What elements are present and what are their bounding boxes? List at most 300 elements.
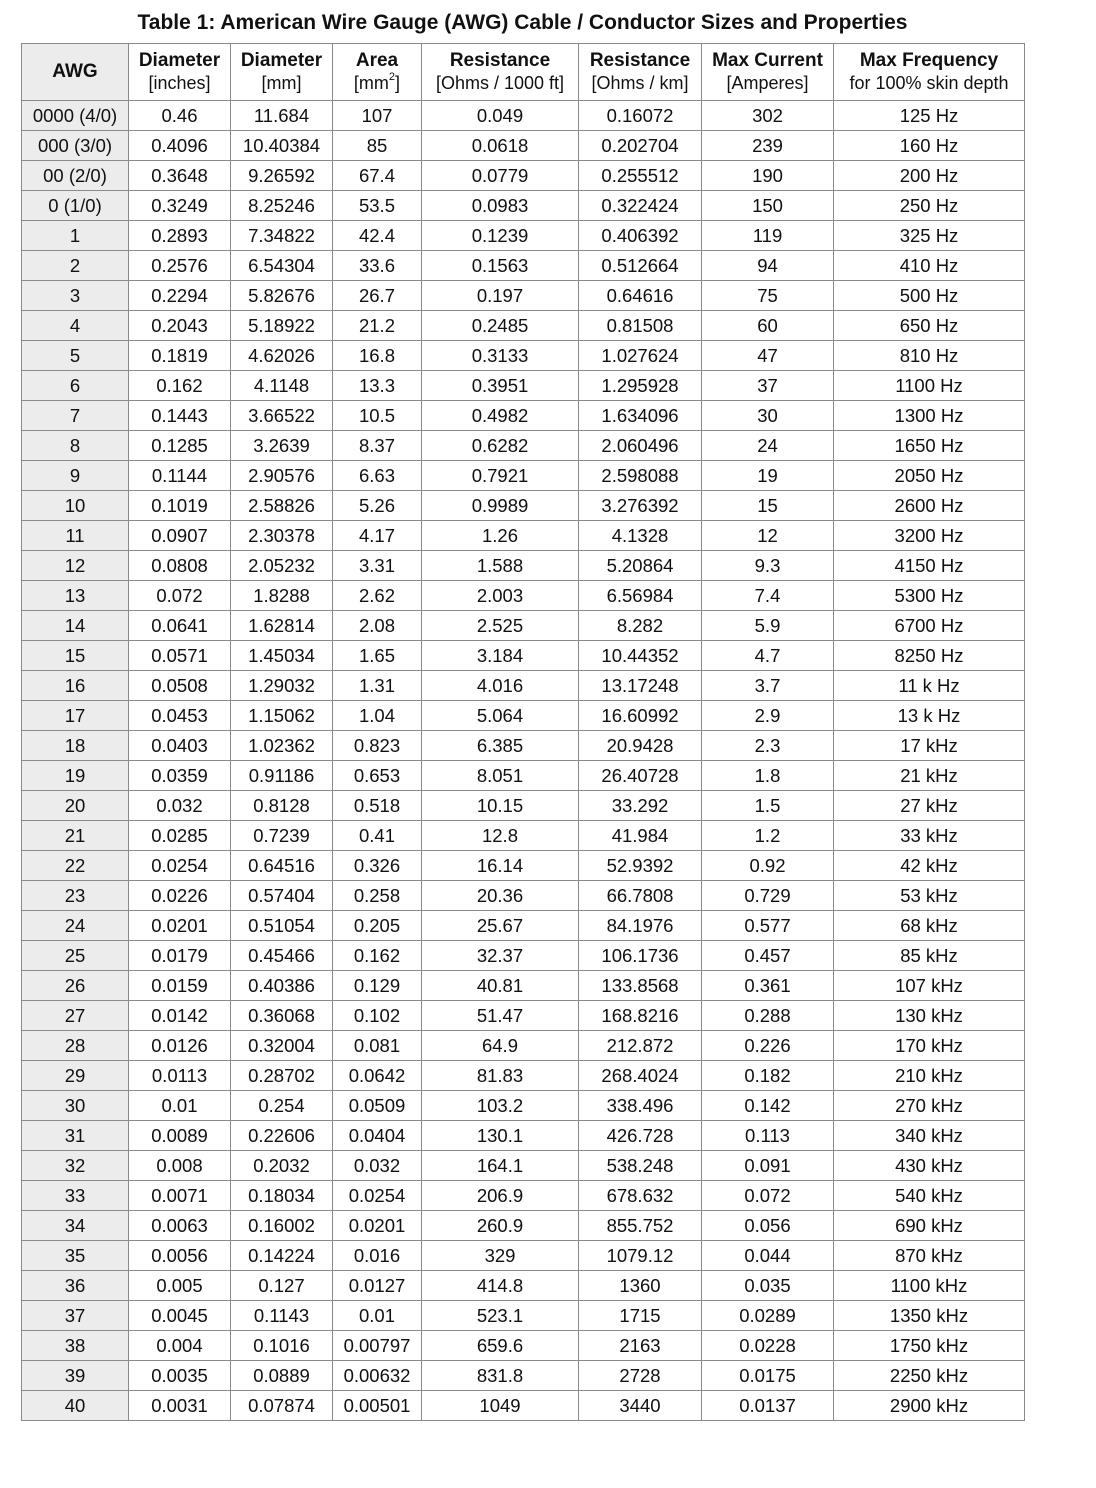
- table-row: [22, 1031, 1025, 1061]
- diameter-inches-cell: 0.0403: [129, 731, 231, 761]
- diameter-mm-cell: 2.05232: [231, 551, 333, 581]
- diameter-inches-cell: 0.0045: [129, 1301, 231, 1331]
- area-cell: 0.653: [333, 761, 422, 791]
- max-current-cell: 0.457: [702, 941, 834, 971]
- awg-cell: 28: [22, 1031, 129, 1061]
- max-current-cell: 0.0289: [702, 1301, 834, 1331]
- area-cell: 0.0201: [333, 1211, 422, 1241]
- max-frequency-cell: 8250 Hz: [834, 641, 1025, 671]
- resistance-km-cell: 13.17248: [579, 671, 702, 701]
- resistance-km-cell: 168.8216: [579, 1001, 702, 1031]
- table-row: [22, 1301, 1025, 1331]
- table-row: [22, 371, 1025, 401]
- resistance-ft-cell: 0.1239: [422, 221, 579, 251]
- diameter-inches-cell: 0.4096: [129, 131, 231, 161]
- max-current-cell: 94: [702, 251, 834, 281]
- table-row: [22, 221, 1025, 251]
- area-cell: 0.41: [333, 821, 422, 851]
- max-frequency-cell: 5300 Hz: [834, 581, 1025, 611]
- resistance-km-cell: 0.16072: [579, 101, 702, 131]
- diameter-inches-cell: 0.0641: [129, 611, 231, 641]
- diameter-mm-cell: 0.64516: [231, 851, 333, 881]
- awg-cell: 39: [22, 1361, 129, 1391]
- diameter-mm-cell: 7.34822: [231, 221, 333, 251]
- diameter-inches-cell: 0.2294: [129, 281, 231, 311]
- max-frequency-cell: 107 kHz: [834, 971, 1025, 1001]
- awg-cell: 4: [22, 311, 129, 341]
- resistance-ft-cell: 32.37: [422, 941, 579, 971]
- table-row: [22, 1331, 1025, 1361]
- resistance-ft-cell: 2.525: [422, 611, 579, 641]
- diameter-mm-cell: 2.58826: [231, 491, 333, 521]
- header-max-frequency: [834, 44, 1025, 101]
- table-row: [22, 1151, 1025, 1181]
- max-frequency-cell: 3200 Hz: [834, 521, 1025, 551]
- area-cell: 21.2: [333, 311, 422, 341]
- max-current-cell: 2.3: [702, 731, 834, 761]
- max-frequency-cell: 810 Hz: [834, 341, 1025, 371]
- area-cell: 0.326: [333, 851, 422, 881]
- area-cell: 42.4: [333, 221, 422, 251]
- table-row: [22, 971, 1025, 1001]
- diameter-inches-cell: 0.0142: [129, 1001, 231, 1031]
- max-current-cell: 15: [702, 491, 834, 521]
- diameter-mm-cell: 2.30378: [231, 521, 333, 551]
- diameter-mm-cell: 1.15062: [231, 701, 333, 731]
- table-row: [22, 341, 1025, 371]
- awg-cell: 29: [22, 1061, 129, 1091]
- diameter-inches-cell: 0.2576: [129, 251, 231, 281]
- diameter-mm-cell: 1.45034: [231, 641, 333, 671]
- max-current-cell: 0.577: [702, 911, 834, 941]
- diameter-mm-cell: 0.16002: [231, 1211, 333, 1241]
- area-cell: 5.26: [333, 491, 422, 521]
- max-frequency-cell: 340 kHz: [834, 1121, 1025, 1151]
- resistance-km-cell: 1.027624: [579, 341, 702, 371]
- diameter-inches-cell: 0.1019: [129, 491, 231, 521]
- table-row: [22, 431, 1025, 461]
- awg-cell: 6: [22, 371, 129, 401]
- awg-cell: 1: [22, 221, 129, 251]
- area-cell: 53.5: [333, 191, 422, 221]
- awg-cell: 33: [22, 1181, 129, 1211]
- resistance-ft-cell: 0.0983: [422, 191, 579, 221]
- area-cell: 0.205: [333, 911, 422, 941]
- table-row: [22, 1121, 1025, 1151]
- diameter-mm-cell: 0.51054: [231, 911, 333, 941]
- max-frequency-cell: 430 kHz: [834, 1151, 1025, 1181]
- resistance-ft-cell: 0.1563: [422, 251, 579, 281]
- table-row: [22, 791, 1025, 821]
- diameter-inches-cell: 0.0159: [129, 971, 231, 1001]
- awg-cell: 7: [22, 401, 129, 431]
- area-cell: 0.00501: [333, 1391, 422, 1421]
- diameter-inches-cell: 0.162: [129, 371, 231, 401]
- header-label: Diameter: [240, 50, 323, 71]
- max-current-cell: 0.113: [702, 1121, 834, 1151]
- resistance-ft-cell: 523.1: [422, 1301, 579, 1331]
- diameter-inches-cell: 0.3249: [129, 191, 231, 221]
- max-current-cell: 0.0137: [702, 1391, 834, 1421]
- awg-table: [21, 43, 1025, 1421]
- resistance-km-cell: 0.512664: [579, 251, 702, 281]
- max-frequency-cell: 270 kHz: [834, 1091, 1025, 1121]
- diameter-mm-cell: 1.29032: [231, 671, 333, 701]
- diameter-mm-cell: 6.54304: [231, 251, 333, 281]
- diameter-mm-cell: 0.1143: [231, 1301, 333, 1331]
- max-frequency-cell: 11 k Hz: [834, 671, 1025, 701]
- max-frequency-cell: 170 kHz: [834, 1031, 1025, 1061]
- max-frequency-cell: 650 Hz: [834, 311, 1025, 341]
- table-row: [22, 761, 1025, 791]
- awg-cell: 12: [22, 551, 129, 581]
- resistance-km-cell: 52.9392: [579, 851, 702, 881]
- diameter-mm-cell: 2.90576: [231, 461, 333, 491]
- header-awg-label: AWG: [52, 61, 98, 82]
- max-frequency-cell: 160 Hz: [834, 131, 1025, 161]
- resistance-ft-cell: 260.9: [422, 1211, 579, 1241]
- max-frequency-cell: 21 kHz: [834, 761, 1025, 791]
- awg-cell: 25: [22, 941, 129, 971]
- header-label: Max Frequency: [859, 50, 999, 71]
- table-row: [22, 731, 1025, 761]
- diameter-mm-cell: 1.02362: [231, 731, 333, 761]
- max-frequency-cell: 1350 kHz: [834, 1301, 1025, 1331]
- awg-cell: 20: [22, 791, 129, 821]
- area-cell: 1.04: [333, 701, 422, 731]
- max-current-cell: 0.0175: [702, 1361, 834, 1391]
- max-frequency-cell: 125 Hz: [834, 101, 1025, 131]
- area-cell: 0.0254: [333, 1181, 422, 1211]
- resistance-km-cell: 1.634096: [579, 401, 702, 431]
- diameter-mm-cell: 8.25246: [231, 191, 333, 221]
- resistance-km-cell: 538.248: [579, 1151, 702, 1181]
- area-cell: 4.17: [333, 521, 422, 551]
- resistance-ft-cell: 164.1: [422, 1151, 579, 1181]
- max-current-cell: 190: [702, 161, 834, 191]
- resistance-ft-cell: 20.36: [422, 881, 579, 911]
- max-current-cell: 0.044: [702, 1241, 834, 1271]
- table-row: [22, 941, 1025, 971]
- header-unit: [mm]: [261, 73, 302, 93]
- diameter-inches-cell: 0.0453: [129, 701, 231, 731]
- resistance-km-cell: 1.295928: [579, 371, 702, 401]
- diameter-inches-cell: 0.01: [129, 1091, 231, 1121]
- max-current-cell: 4.7: [702, 641, 834, 671]
- table-row: [22, 821, 1025, 851]
- max-current-cell: 0.072: [702, 1181, 834, 1211]
- table-row: [22, 1361, 1025, 1391]
- resistance-km-cell: 33.292: [579, 791, 702, 821]
- diameter-inches-cell: 0.0063: [129, 1211, 231, 1241]
- header-area: [333, 44, 422, 101]
- area-cell: 0.01: [333, 1301, 422, 1331]
- diameter-mm-cell: 3.66522: [231, 401, 333, 431]
- max-current-cell: 1.2: [702, 821, 834, 851]
- table-row: [22, 251, 1025, 281]
- resistance-ft-cell: 329: [422, 1241, 579, 1271]
- header-unit: [Ohms / km]: [591, 73, 689, 93]
- header-row: [22, 44, 1025, 101]
- awg-cell: 8: [22, 431, 129, 461]
- resistance-ft-cell: 10.15: [422, 791, 579, 821]
- diameter-mm-cell: 0.22606: [231, 1121, 333, 1151]
- diameter-mm-cell: 0.36068: [231, 1001, 333, 1031]
- resistance-km-cell: 0.255512: [579, 161, 702, 191]
- resistance-km-cell: 338.496: [579, 1091, 702, 1121]
- resistance-ft-cell: 0.049: [422, 101, 579, 131]
- awg-cell: 11: [22, 521, 129, 551]
- diameter-mm-cell: 0.1016: [231, 1331, 333, 1361]
- resistance-km-cell: 2163: [579, 1331, 702, 1361]
- awg-cell: 18: [22, 731, 129, 761]
- resistance-ft-cell: 6.385: [422, 731, 579, 761]
- resistance-ft-cell: 0.6282: [422, 431, 579, 461]
- awg-cell: 40: [22, 1391, 129, 1421]
- resistance-km-cell: 20.9428: [579, 731, 702, 761]
- diameter-mm-cell: 0.18034: [231, 1181, 333, 1211]
- max-frequency-cell: 1100 Hz: [834, 371, 1025, 401]
- awg-cell: 34: [22, 1211, 129, 1241]
- table-row: [22, 1181, 1025, 1211]
- max-current-cell: 302: [702, 101, 834, 131]
- area-cell: 26.7: [333, 281, 422, 311]
- max-current-cell: 2.9: [702, 701, 834, 731]
- awg-cell: 2: [22, 251, 129, 281]
- table-row: [22, 581, 1025, 611]
- header-unit: [333, 72, 421, 94]
- diameter-mm-cell: 5.82676: [231, 281, 333, 311]
- awg-cell: 16: [22, 671, 129, 701]
- diameter-mm-cell: 1.62814: [231, 611, 333, 641]
- awg-cell: 5: [22, 341, 129, 371]
- max-frequency-cell: 540 kHz: [834, 1181, 1025, 1211]
- table-row: [22, 881, 1025, 911]
- header-label: Resistance: [449, 50, 551, 71]
- resistance-km-cell: 3.276392: [579, 491, 702, 521]
- awg-cell: 24: [22, 911, 129, 941]
- resistance-ft-cell: 1.588: [422, 551, 579, 581]
- diameter-inches-cell: 0.1144: [129, 461, 231, 491]
- max-current-cell: 60: [702, 311, 834, 341]
- awg-cell: 000 (3/0): [22, 131, 129, 161]
- max-frequency-cell: 42 kHz: [834, 851, 1025, 881]
- area-cell: 0.016: [333, 1241, 422, 1271]
- diameter-mm-cell: 9.26592: [231, 161, 333, 191]
- diameter-inches-cell: 0.0254: [129, 851, 231, 881]
- area-cell: 0.162: [333, 941, 422, 971]
- max-current-cell: 7.4: [702, 581, 834, 611]
- diameter-inches-cell: 0.0056: [129, 1241, 231, 1271]
- awg-cell: 14: [22, 611, 129, 641]
- resistance-ft-cell: 1.26: [422, 521, 579, 551]
- resistance-ft-cell: 831.8: [422, 1361, 579, 1391]
- table-header: [22, 44, 1025, 101]
- header-diameter-mm: [231, 44, 333, 101]
- area-cell: 1.31: [333, 671, 422, 701]
- area-cell: 0.0127: [333, 1271, 422, 1301]
- resistance-km-cell: 41.984: [579, 821, 702, 851]
- area-cell: 8.37: [333, 431, 422, 461]
- diameter-inches-cell: 0.0808: [129, 551, 231, 581]
- resistance-ft-cell: 0.0618: [422, 131, 579, 161]
- resistance-ft-cell: 0.2485: [422, 311, 579, 341]
- table-row: [22, 461, 1025, 491]
- header-awg: [22, 44, 129, 101]
- diameter-inches-cell: 0.072: [129, 581, 231, 611]
- max-frequency-cell: 1750 kHz: [834, 1331, 1025, 1361]
- awg-cell: 15: [22, 641, 129, 671]
- max-frequency-cell: 2050 Hz: [834, 461, 1025, 491]
- resistance-km-cell: 2.598088: [579, 461, 702, 491]
- header-label: Resistance: [589, 50, 691, 71]
- area-cell: 6.63: [333, 461, 422, 491]
- resistance-ft-cell: 12.8: [422, 821, 579, 851]
- diameter-mm-cell: 0.127: [231, 1271, 333, 1301]
- area-cell: 0.0642: [333, 1061, 422, 1091]
- diameter-mm-cell: 0.40386: [231, 971, 333, 1001]
- awg-cell: 38: [22, 1331, 129, 1361]
- diameter-mm-cell: 5.18922: [231, 311, 333, 341]
- resistance-km-cell: 0.81508: [579, 311, 702, 341]
- awg-cell: 37: [22, 1301, 129, 1331]
- diameter-mm-cell: 0.14224: [231, 1241, 333, 1271]
- awg-cell: 10: [22, 491, 129, 521]
- max-current-cell: 3.7: [702, 671, 834, 701]
- diameter-mm-cell: 0.57404: [231, 881, 333, 911]
- resistance-ft-cell: 0.9989: [422, 491, 579, 521]
- diameter-inches-cell: 0.0508: [129, 671, 231, 701]
- max-current-cell: 5.9: [702, 611, 834, 641]
- max-current-cell: 24: [702, 431, 834, 461]
- table-row: [22, 1271, 1025, 1301]
- max-frequency-cell: 2900 kHz: [834, 1391, 1025, 1421]
- diameter-mm-cell: 0.7239: [231, 821, 333, 851]
- diameter-mm-cell: 0.2032: [231, 1151, 333, 1181]
- max-frequency-cell: 68 kHz: [834, 911, 1025, 941]
- area-cell: 107: [333, 101, 422, 131]
- table-row: [22, 851, 1025, 881]
- max-current-cell: 37: [702, 371, 834, 401]
- area-cell: 2.62: [333, 581, 422, 611]
- diameter-inches-cell: 0.0285: [129, 821, 231, 851]
- max-current-cell: 0.142: [702, 1091, 834, 1121]
- resistance-ft-cell: 16.14: [422, 851, 579, 881]
- max-frequency-cell: 17 kHz: [834, 731, 1025, 761]
- resistance-km-cell: 3440: [579, 1391, 702, 1421]
- header-label: Diameter: [138, 50, 221, 71]
- area-cell: 33.6: [333, 251, 422, 281]
- table-row: [22, 191, 1025, 221]
- header-resistance-ft: [422, 44, 579, 101]
- table-row: [22, 551, 1025, 581]
- table-row: [22, 1001, 1025, 1031]
- max-frequency-cell: 2250 kHz: [834, 1361, 1025, 1391]
- resistance-ft-cell: 414.8: [422, 1271, 579, 1301]
- table-row: [22, 641, 1025, 671]
- max-current-cell: 0.361: [702, 971, 834, 1001]
- resistance-km-cell: 0.406392: [579, 221, 702, 251]
- max-current-cell: 0.035: [702, 1271, 834, 1301]
- awg-cell: 30: [22, 1091, 129, 1121]
- resistance-km-cell: 4.1328: [579, 521, 702, 551]
- table-row: [22, 161, 1025, 191]
- max-current-cell: 0.288: [702, 1001, 834, 1031]
- diameter-inches-cell: 0.0113: [129, 1061, 231, 1091]
- max-frequency-cell: 1650 Hz: [834, 431, 1025, 461]
- resistance-km-cell: 5.20864: [579, 551, 702, 581]
- awg-cell: 31: [22, 1121, 129, 1151]
- max-frequency-cell: 4150 Hz: [834, 551, 1025, 581]
- area-cell: 1.65: [333, 641, 422, 671]
- header-unit: for 100% skin depth: [849, 73, 1009, 93]
- max-frequency-cell: 6700 Hz: [834, 611, 1025, 641]
- resistance-km-cell: 212.872: [579, 1031, 702, 1061]
- resistance-ft-cell: 8.051: [422, 761, 579, 791]
- table-row: [22, 311, 1025, 341]
- area-cell: 0.258: [333, 881, 422, 911]
- max-frequency-cell: 13 k Hz: [834, 701, 1025, 731]
- resistance-ft-cell: 0.0779: [422, 161, 579, 191]
- area-cell: 0.00632: [333, 1361, 422, 1391]
- awg-cell: 0000 (4/0): [22, 101, 129, 131]
- diameter-inches-cell: 0.2043: [129, 311, 231, 341]
- header-max-current: [702, 44, 834, 101]
- resistance-ft-cell: 103.2: [422, 1091, 579, 1121]
- area-cell: 67.4: [333, 161, 422, 191]
- resistance-ft-cell: 81.83: [422, 1061, 579, 1091]
- diameter-inches-cell: 0.0089: [129, 1121, 231, 1151]
- diameter-mm-cell: 0.254: [231, 1091, 333, 1121]
- awg-cell: 36: [22, 1271, 129, 1301]
- max-current-cell: 0.729: [702, 881, 834, 911]
- diameter-mm-cell: 11.684: [231, 101, 333, 131]
- resistance-ft-cell: 0.7921: [422, 461, 579, 491]
- table-title: Table 1: American Wire Gauge (AWG) Cable / Conductor Sizes and Properties: [137, 11, 908, 34]
- max-current-cell: 0.056: [702, 1211, 834, 1241]
- awg-cell: 26: [22, 971, 129, 1001]
- table-row: [22, 611, 1025, 641]
- header-unit-base: [mm: [353, 73, 389, 93]
- area-cell: 16.8: [333, 341, 422, 371]
- diameter-inches-cell: 0.0126: [129, 1031, 231, 1061]
- max-current-cell: 1.8: [702, 761, 834, 791]
- resistance-km-cell: 66.7808: [579, 881, 702, 911]
- resistance-km-cell: 8.282: [579, 611, 702, 641]
- awg-cell: 17: [22, 701, 129, 731]
- resistance-ft-cell: 51.47: [422, 1001, 579, 1031]
- diameter-inches-cell: 0.0035: [129, 1361, 231, 1391]
- resistance-km-cell: 426.728: [579, 1121, 702, 1151]
- awg-cell: 27: [22, 1001, 129, 1031]
- resistance-ft-cell: 1049: [422, 1391, 579, 1421]
- max-current-cell: 239: [702, 131, 834, 161]
- resistance-ft-cell: 25.67: [422, 911, 579, 941]
- resistance-ft-cell: 0.197: [422, 281, 579, 311]
- header-label: Area: [355, 50, 399, 71]
- awg-cell: 3: [22, 281, 129, 311]
- max-frequency-cell: 130 kHz: [834, 1001, 1025, 1031]
- area-cell: 0.0404: [333, 1121, 422, 1151]
- diameter-mm-cell: 0.91186: [231, 761, 333, 791]
- diameter-inches-cell: 0.004: [129, 1331, 231, 1361]
- awg-cell: 00 (2/0): [22, 161, 129, 191]
- header-label: Max Current: [712, 50, 823, 71]
- area-cell: 0.102: [333, 1001, 422, 1031]
- diameter-inches-cell: 0.46: [129, 101, 231, 131]
- header-diameter-inches: [129, 44, 231, 101]
- max-frequency-cell: 1300 Hz: [834, 401, 1025, 431]
